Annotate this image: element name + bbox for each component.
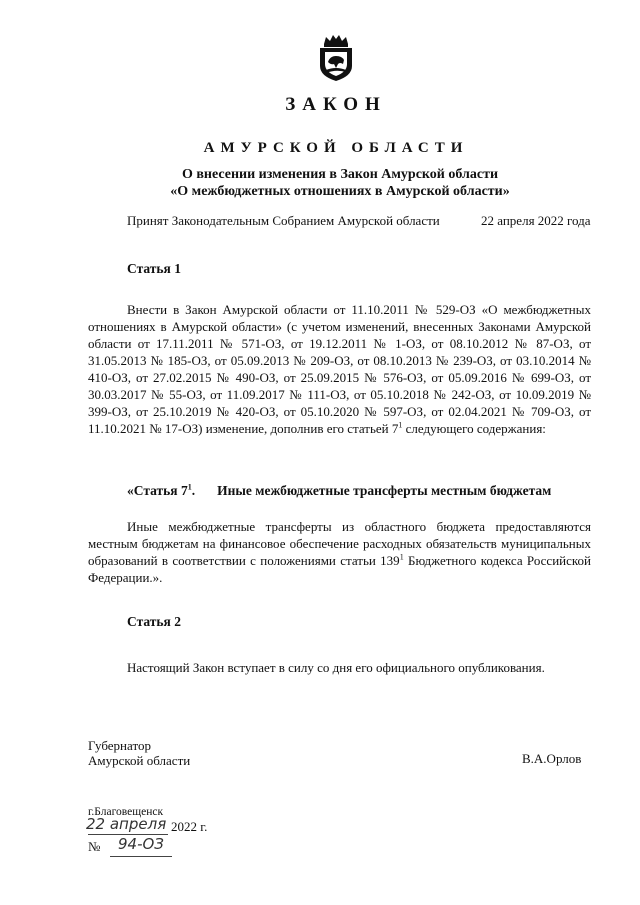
signatory-name: В.А.Орлов xyxy=(522,751,582,766)
coat-of-arms-icon xyxy=(316,34,356,82)
article-7-1-superscript: 1 xyxy=(187,482,192,492)
article-7-1-body-text-end: Бюджетного кодекса Российской Федерации.». xyxy=(88,553,591,585)
article-1-body-text-end: следующего содержания: xyxy=(402,421,546,436)
signatory-position-line: Амурской области xyxy=(88,753,191,768)
article-1-superscript: 1 xyxy=(398,420,403,430)
signatory-position-line: Губернатор xyxy=(88,738,151,753)
number-underline xyxy=(110,856,172,857)
article-7-1-dot: . xyxy=(191,483,196,498)
article-1-body-text: Внести в Закон Амурской области от 11.10.2011 № 529-ОЗ «О межбюджетных отношениях в Амурской области» (с учетом изменений, внесенных Законами Амурской области от 17.11.2011 № 571-ОЗ, от 19.12.2011 № 1-ОЗ, от 08.10.2012 № 87-ОЗ, от 31.05.2013 № 185-ОЗ, от 05.09.2013 № 209-ОЗ, от 08.10.2013 № 239-ОЗ, от 03.10.2014 № 410-ОЗ, от 27.02.2015 № 490-ОЗ, от 25.09.2015 № 576-ОЗ, от 05.09.2016 № 699-ОЗ, от 30.03.2017 № 55-ОЗ, от 11.09.2017 № 111-ОЗ, от 05.10.2018 № 242-ОЗ, от 10.09.2019 № 399-ОЗ, от 25.10.2019 № 420-ОЗ, от 05.10.2020 № 597-ОЗ, от 02.04.2021 № 709-ОЗ, от 11.10.2021 № 17-ОЗ) изменение, дополнив его статьей 7 xyxy=(88,302,591,436)
signatory-position xyxy=(88,738,190,768)
number-sign: № xyxy=(88,839,101,854)
article-7-1-title: Иные межбюджетные трансферты местным бюджетам xyxy=(217,483,552,498)
law-subject xyxy=(0,166,640,200)
article-7-1-body xyxy=(88,518,591,586)
article-7-1-number: «Статья 7 xyxy=(127,483,188,498)
adoption-date: 22 апреля 2022 года xyxy=(481,213,591,228)
article-7-1-body-superscript: 1 xyxy=(399,552,404,562)
article-7-1-heading xyxy=(127,483,551,499)
signing-place: г.Благовещенск xyxy=(88,806,164,818)
document-type-title: ЗАКОН xyxy=(285,94,387,115)
law-subject-line: «О межбюджетных отношениях в Амурской области» xyxy=(170,184,510,199)
article-2-heading: Статья 2 xyxy=(127,614,181,629)
signing-year: 2022 г. xyxy=(171,819,208,834)
article-1-body xyxy=(88,301,591,437)
article-2-body: Настоящий Закон вступает в силу со дня его официального опубликования. xyxy=(127,660,545,675)
article-1-heading: Статья 1 xyxy=(127,261,181,276)
article-7-1-body-text: Иные межбюджетные трансферты из областного бюджета предоставляются местным бюджетам на финансовое обеспечение расходных обязательств муниципальных образований в соответствии с положениями статьи 139 xyxy=(88,519,591,568)
law-subject-line: О внесении изменения в Закон Амурской области xyxy=(181,167,499,182)
adoption-text: Принят Законодательным Собранием Амурской области xyxy=(127,213,440,228)
handwritten-date: 22 апреля xyxy=(86,815,167,833)
region-title: АМУРСКОЙ ОБЛАСТИ xyxy=(203,140,469,156)
handwritten-law-number: 94-ОЗ xyxy=(118,835,164,853)
